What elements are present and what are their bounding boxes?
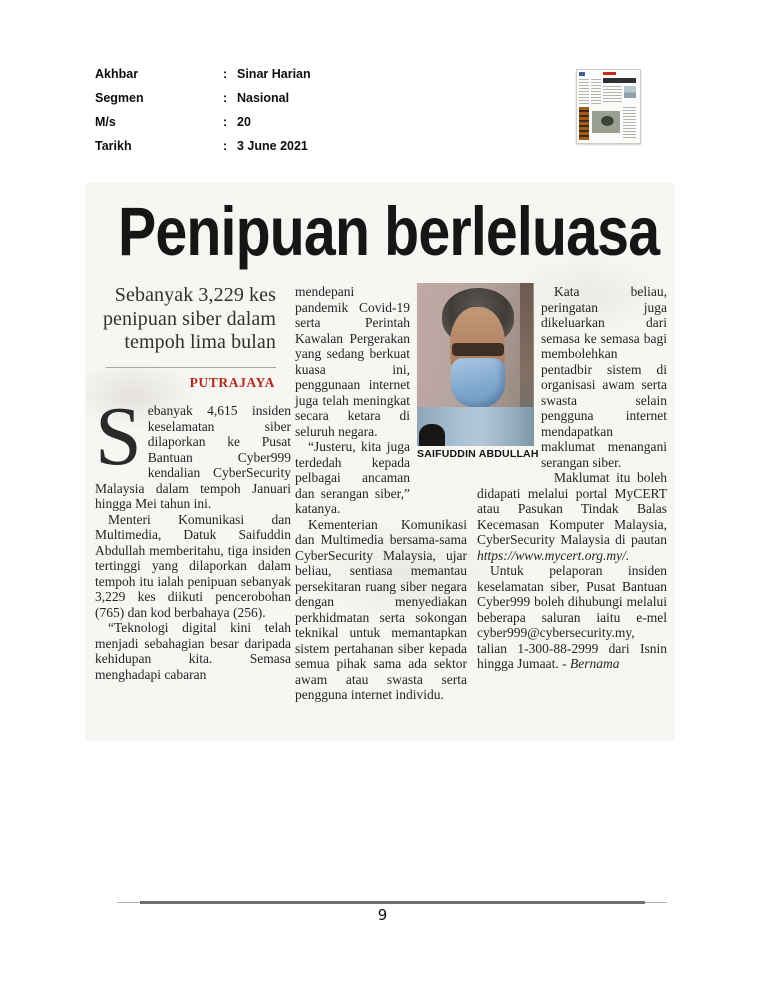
paragraph-text: Untuk pelaporan insiden keselamatan siber, Pusat Bantuan Cyber999 boleh dihubungi melalui beberapa saluran iaitu e-mel cyber999@cybersecurity.my, talian 1-300-88-2999 dari Isnin hingga Jumaat. - [477, 563, 667, 671]
meta-label: Akhbar [95, 67, 139, 81]
drop-cap: S [95, 390, 142, 483]
paragraph-text: ebanyak 4,615 insiden keselamatan siber dilaporkan ke Pusat Bantuan Cyber999 kendalian CyberSecurity Malaysia dalam tempoh Januari hingga Mei tahun ini. [95, 403, 291, 511]
meta-row-akhbar [95, 62, 311, 86]
meta-separator: : [223, 67, 228, 81]
agency-signature: Bernama [569, 656, 620, 671]
article-dateline: PUTRAJAYA [189, 374, 275, 390]
meta-value: 20 [237, 115, 251, 129]
article-standfirst: Sebanyak 3,229 kes penipuan siber dalam tempoh lima bulan [102, 284, 276, 353]
paragraph-text: Maklumat itu boleh didapati melalui portal MyCERT atau Pasukan Tindak Balas Kecemasan Komputer Malaysia, CyberSecurity Malaysia di pautan [477, 470, 667, 547]
meta-label: Segmen [95, 91, 144, 105]
body-paragraph: “Teknologi digital kini telah menjadi sebahagian besar daripada kehidupan kita. Semasa menghadapi cabaran [95, 620, 291, 682]
newspaper-page-thumbnail [576, 69, 641, 144]
meta-separator: : [223, 139, 228, 153]
meta-label: M/s [95, 115, 116, 129]
thumbnail-photo [592, 111, 620, 133]
article-photo-saifuddin-abdullah [417, 283, 534, 446]
thumbnail-text-column [603, 86, 622, 104]
photo-glasses [452, 343, 503, 356]
body-paragraph [95, 390, 291, 512]
meta-label: Tarikh [95, 139, 132, 153]
meta-separator: : [223, 91, 228, 105]
body-paragraph: “Justeru, kita juga terdedah kepada pelbagai ancaman dan serangan siber,” katanya. [295, 439, 410, 516]
clipping-metadata [95, 62, 311, 158]
photo-face-mask [451, 358, 505, 409]
meta-separator: : [223, 115, 228, 129]
page-number: 9 [377, 906, 388, 924]
body-paragraph: Menteri Komunikasi dan Multimedia, Datuk Saifuddin Abdullah memberitahu, tiga insiden tertinggi yang dilaporkan dalam tempoh itu ialah penipuan sebanyak 3,229 kes diikuti pencerobohan (765) dan kod berbahaya (256). [95, 511, 291, 620]
thumbnail-masthead-block [579, 72, 585, 76]
meta-row-ms [95, 110, 311, 134]
meta-value: Sinar Harian [237, 67, 311, 81]
body-paragraph: Kementerian Komunikasi dan Multimedia bersama-sama CyberSecurity Malaysia, ujar beliau, sentiasa memantau persekitaran ruang siber negara dengan menyediakan perkhidmatan serta sokongan teknikal untuk memantapkan sistem pertahanan siber kepada semua pihak sama ada sektor awam atau swasta serta pengguna internet individu. [295, 516, 467, 702]
body-paragraph: Kata beliau, peringatan juga dikeluarkan dari semasa ke semasa bagi membolehkan pentadbir sistem di organisasi awam serta swasta selain pengguna internet mendapatkan maklumat menangani serangan siber. [541, 284, 667, 470]
thumbnail-text-column [623, 107, 636, 140]
meta-value: Nasional [237, 91, 290, 105]
article-headline: Penipuan berleluasa [118, 193, 660, 270]
thumbnail-text-column [591, 79, 601, 104]
photo-microphone [419, 424, 445, 446]
thumbnail-section-bar [603, 72, 616, 75]
meta-row-segmen [95, 86, 311, 110]
thumbnail-photo [624, 86, 636, 98]
meta-value: 3 June 2021 [237, 139, 308, 153]
meta-row-tarikh [95, 134, 311, 158]
thumbnail-headline-bar [603, 78, 636, 83]
article-column-1 [95, 284, 291, 682]
standfirst-divider [106, 367, 276, 368]
printed-url: https://www.mycert.org.my/. [477, 547, 630, 563]
footer-rule-thick [140, 901, 645, 904]
thumbnail-text-column [579, 79, 589, 104]
body-paragraph: mendepani pandemik Covid-19 serta Perintah Kawalan Pergerakan yang sedang berkuat kuasa ini, penggunaan internet juga telah meningkat secara ketara di seluruh negara. [295, 284, 410, 439]
photo-caption: SAIFUDDIN ABDULLAH [417, 448, 539, 460]
body-paragraph [477, 563, 667, 672]
thumbnail-highlight-column [579, 107, 589, 140]
